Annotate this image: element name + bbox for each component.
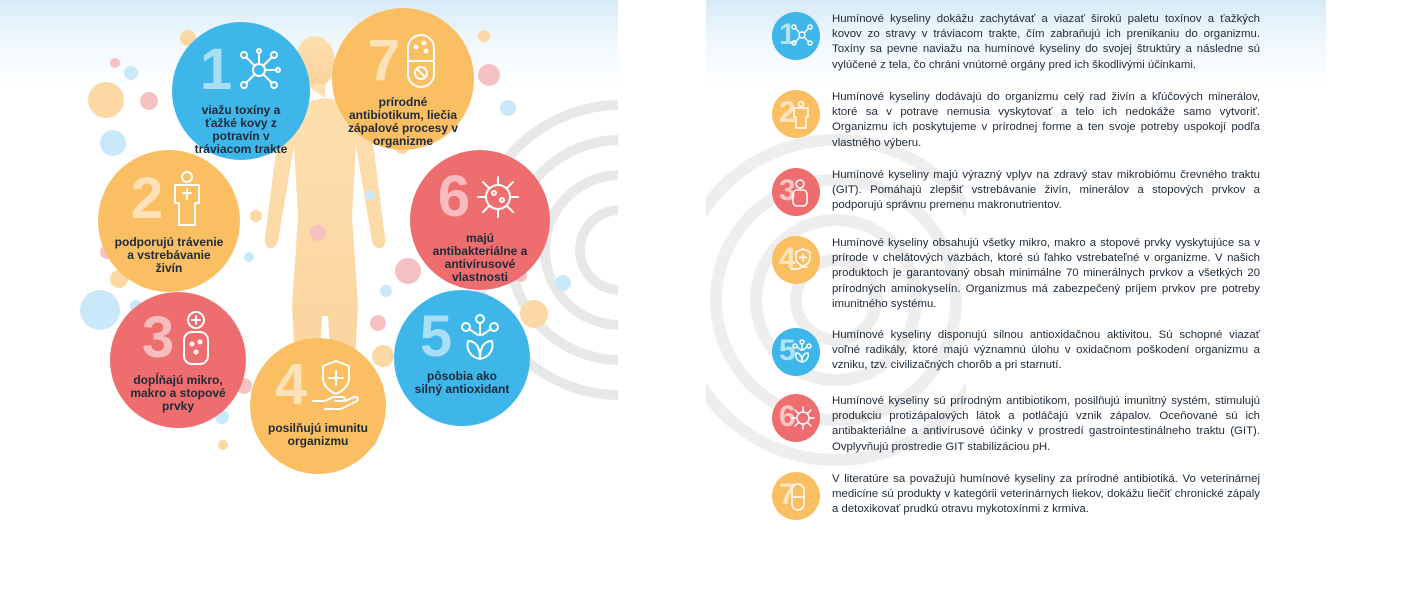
number-badge xyxy=(772,12,820,60)
molecule-leaves-icon xyxy=(456,313,504,361)
benefit-circle-5 xyxy=(394,290,530,426)
benefit-label: dopĺňajú mikro, makro a stopové prvky xyxy=(130,373,226,413)
benefit-label: pôsobia ako silný antioxidant xyxy=(414,369,510,396)
benefit-label: prírodné antibiotikum, liečia zápalové procesy v organizme xyxy=(347,95,459,148)
description-row-1 xyxy=(772,12,1332,73)
hand-shield-icon xyxy=(311,357,361,413)
benefit-label: majú antibakteriálne a antivírusové vlastnosti xyxy=(432,231,528,284)
description-row-5 xyxy=(772,328,1332,376)
badge-number: 4 xyxy=(779,242,796,275)
decor-dot xyxy=(250,210,262,222)
descriptions-page xyxy=(706,0,1414,591)
human-body-icon xyxy=(790,101,812,129)
decor-dot xyxy=(370,315,386,331)
benefit-number: 7 xyxy=(367,28,401,93)
benefit-label: posilňujú imunitu organizmu xyxy=(268,421,368,448)
supplement-capsule-icon xyxy=(178,310,214,366)
decor-dot xyxy=(520,300,548,328)
description-text: Humínové kyseliny dokážu zachytávať a viazať širokú paletu toxínov a ťažkých kovov zo stravy v tráviacom trakte, čím zabraňujú ich prenikaniu do organizmu. Toxíny sa pevne naviažu na humínové kyseliny do svojej štruktúry a následne sú vylúčené z tela, čo chráni vnútorné orgány pred ich škodlivými účinkami. xyxy=(832,13,1260,71)
badge-number: 3 xyxy=(779,174,796,207)
number-badge xyxy=(772,328,820,376)
benefit-label: podporujú trávenie a vstrebávanie živín xyxy=(114,235,224,275)
human-body-icon xyxy=(167,171,207,227)
description-row-6 xyxy=(772,394,1332,455)
decor-dot xyxy=(555,275,571,291)
decor-dot xyxy=(478,64,500,86)
description-text: Humínové kyseliny dodávajú do organizmu celý rad živín a kľúčových minerálov, ktoré sa v potrave nemusia vyskytovať a telo ich nedokáže samo vytvoriť. Organizmu ich poskytujeme v prírodnej forme a ten svoje potreby uspokojí podľa vlastného výberu. xyxy=(832,91,1260,149)
decor-dot xyxy=(244,252,254,262)
benefit-circle-4 xyxy=(250,338,386,474)
decor-dot xyxy=(110,58,120,68)
decor-dot xyxy=(218,440,228,450)
benefit-circle-1 xyxy=(172,22,310,160)
virus-icon xyxy=(790,405,816,431)
benefit-circle-6 xyxy=(410,150,550,290)
number-badge xyxy=(772,236,820,284)
badge-number: 5 xyxy=(779,334,796,367)
badge-number: 1 xyxy=(779,18,796,51)
decor-dot xyxy=(380,285,392,297)
benefit-number: 6 xyxy=(437,164,471,229)
capsule-icon xyxy=(404,33,438,89)
decor-dot xyxy=(80,290,120,330)
number-badge xyxy=(772,90,820,138)
badge-number: 6 xyxy=(779,400,796,433)
number-badge xyxy=(772,168,820,216)
benefit-circle-2 xyxy=(98,150,240,292)
benefit-number: 4 xyxy=(274,352,308,417)
benefit-number: 2 xyxy=(130,166,164,231)
benefit-label: viažu toxíny a ťažké kovy z potravín v tráviacom trakte xyxy=(194,103,288,156)
description-row-4 xyxy=(772,236,1332,312)
decor-dot xyxy=(140,92,158,110)
virus-icon xyxy=(474,173,522,221)
number-badge xyxy=(772,472,820,520)
decor-dot xyxy=(372,345,394,367)
description-row-7 xyxy=(772,472,1332,520)
decor-dot xyxy=(365,190,375,200)
molecule-network-icon xyxy=(790,23,814,47)
capsule-icon xyxy=(790,483,806,511)
decor-dot xyxy=(395,258,421,284)
decor-dot xyxy=(124,66,138,80)
description-text: Humínové kyseliny disponujú silnou antioxidačnou aktivitou. Sú schopné viazať voľné radikály, ktoré majú významnú úlohu v oxidačnom poškodení organizmu a vzniku, tzv. civilizačných chorôb a pri starnutí. xyxy=(832,329,1260,372)
decor-dot xyxy=(88,82,124,118)
description-row-3 xyxy=(772,168,1332,216)
supplement-capsule-icon xyxy=(790,179,810,207)
decor-dot xyxy=(478,30,490,42)
decor-dot xyxy=(310,225,326,241)
benefit-circle-7 xyxy=(332,8,474,150)
molecule-leaves-icon xyxy=(790,339,814,363)
decor-dot xyxy=(500,100,516,116)
benefit-number: 1 xyxy=(199,37,233,102)
badge-number: 7 xyxy=(779,478,796,511)
description-row-2 xyxy=(772,90,1332,151)
infographic-page xyxy=(0,0,618,591)
benefit-number: 3 xyxy=(141,305,175,370)
benefit-circle-3 xyxy=(110,292,246,428)
description-text: Humínové kyseliny obsahujú všetky mikro, makro a stopové prvky vyskytujúce sa v prírode v chelátových väzbách, ktoré sú ľahko vstrebateľné v organizme. V našich produktoch je garantovaný obsah minimálne 70 minerálnych prvkov a všetkých 20 prírodných aminokyselín. Organizmus má zabezpečený príjem prvkov pre potreby imunitného systému. xyxy=(832,237,1260,310)
molecule-network-icon xyxy=(236,47,282,93)
decor-dot xyxy=(100,130,126,156)
benefit-number: 5 xyxy=(419,304,453,369)
number-badge xyxy=(772,394,820,442)
description-text: Humínové kyseliny majú výrazný vplyv na zdravý stav mikrobiómu črevného traktu (GIT). Pomáhajú zlepšiť vstrebávanie živín, minerálov a stopových prvkov a podporujú správnu premenu makronutrientov. xyxy=(832,169,1260,212)
description-text: Humínové kyseliny sú prírodným antibiotikom, posilňujú imunitný systém, stimulujú produkciu protizápalových látok a potláčajú vznik zápalov. Oceňované sú ich antibakteriálne a antivírusové účinky v prostredí gastrointestinálneho traktu (GIT). Ovplyvňujú prostredie GIT stabilizáciou pH. xyxy=(832,395,1260,453)
description-text: V literatúre sa považujú humínové kyseliny za prírodné antibiotiká. Vo veterinárnej medicíne sú produkty v kategórii veterinárnych liekov, dokážu liečiť chronické zápaly a detoxikovať prudkú otravu mykotoxínmi z krmiva. xyxy=(832,473,1260,516)
badge-number: 2 xyxy=(779,96,796,129)
hand-shield-icon xyxy=(790,247,816,273)
